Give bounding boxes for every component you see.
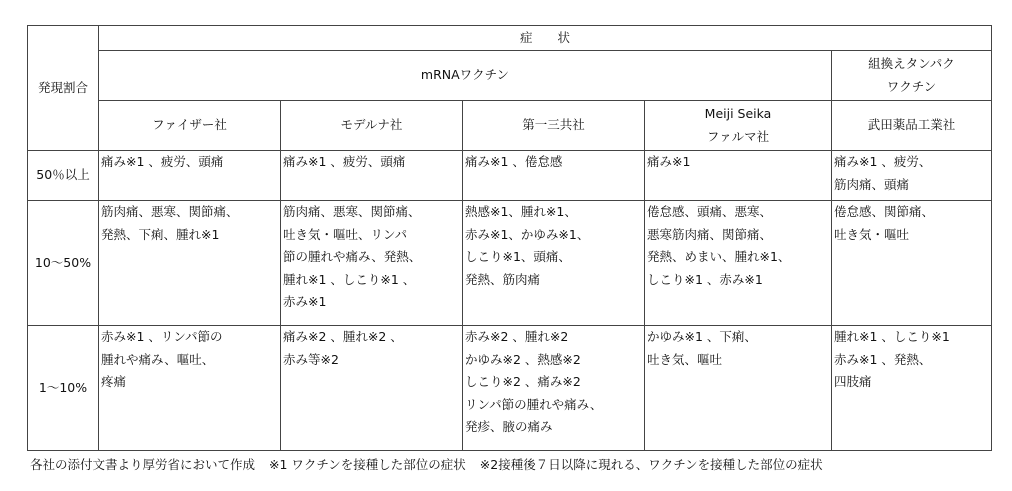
company-pfizer: ファイザー社 [99, 101, 281, 151]
company-takeda: 武田薬品工業社 [832, 101, 992, 151]
side-effect-table [27, 25, 992, 451]
symptom-cell: かゆみ※1 、下痢、 吐き気、嘔吐 [645, 326, 832, 451]
mrna-group-header: mRNAワクチン [99, 51, 832, 101]
company-header-row [28, 101, 992, 151]
symptom-cell: 赤み※1 、リンパ節の 腫れや痛み、嘔吐、 疼痛 [99, 326, 281, 451]
rate-header: 発現割合 [28, 26, 99, 151]
footnote-note-1: ※1 ワクチンを接種した部位の症状 [269, 457, 466, 472]
footnote-note-2: ※2接種後７日以降に現れる、ワクチンを接種した部位の症状 [479, 457, 823, 472]
symptom-cell: 倦怠感、関節痛、 吐き気・嘔吐 [832, 201, 992, 326]
rate-cell: 10〜50% [28, 201, 99, 326]
protein-group-header [832, 51, 992, 101]
table-row [28, 151, 992, 201]
symptom-cell: 痛み※1 、倦怠感 [463, 151, 645, 201]
symptom-cell: 痛み※1 、疲労、頭痛 [281, 151, 463, 201]
rate-cell: 1〜10% [28, 326, 99, 451]
symptom-cell: 痛み※1 、疲労、頭痛 [99, 151, 281, 201]
symptom-cell: 痛み※1 [645, 151, 832, 201]
protein-group-line: ワクチン [886, 78, 937, 94]
symptom-cell: 熱感※1、腫れ※1、 赤み※1、かゆみ※1、 しこり※1、頭痛、 発熱、筋肉痛 [463, 201, 645, 326]
company-daiichi-sankyo: 第一三共社 [463, 101, 645, 151]
symptom-header: 症 状 [99, 26, 992, 51]
symptom-cell: 腫れ※1 、しこり※1 赤み※1 、発熱、 四肢痛 [832, 326, 992, 451]
table-row [28, 201, 992, 326]
symptom-cell: 筋肉痛、悪寒、関節痛、 吐き気・嘔吐、リンパ 節の腫れや痛み、発熱、 腫れ※1 、しこり※1 、 赤み※1 [281, 201, 463, 326]
footnote-source: 各社の添付文書より厚労省において作成 [30, 457, 256, 472]
footnote [30, 455, 837, 473]
symptom-cell: 倦怠感、頭痛、悪寒、 悪寒筋肉痛、関節痛、 発熱、めまい、腫れ※1、 しこり※1 、赤み※1 [645, 201, 832, 326]
protein-group-line: 組換えタンパク [868, 56, 955, 71]
table-row [28, 326, 992, 451]
symptom-cell: 痛み※1 、疲労、 筋肉痛、頭痛 [832, 151, 992, 201]
symptom-cell: 筋肉痛、悪寒、関節痛、 発熱、下痢、腫れ※1 [99, 201, 281, 326]
symptom-cell: 赤み※2 、腫れ※2 かゆみ※2 、熱感※2 しこり※2 、痛み※2 リンパ節の腫れや痛み、 発疹、腋の痛み [463, 326, 645, 451]
company-moderna: モデルナ社 [281, 101, 463, 151]
symptom-cell: 痛み※2 、腫れ※2 、 赤み等※2 [281, 326, 463, 451]
rate-cell: 50％以上 [28, 151, 99, 201]
company-meiji-seika: Meiji Seika ファルマ社 [645, 101, 832, 151]
